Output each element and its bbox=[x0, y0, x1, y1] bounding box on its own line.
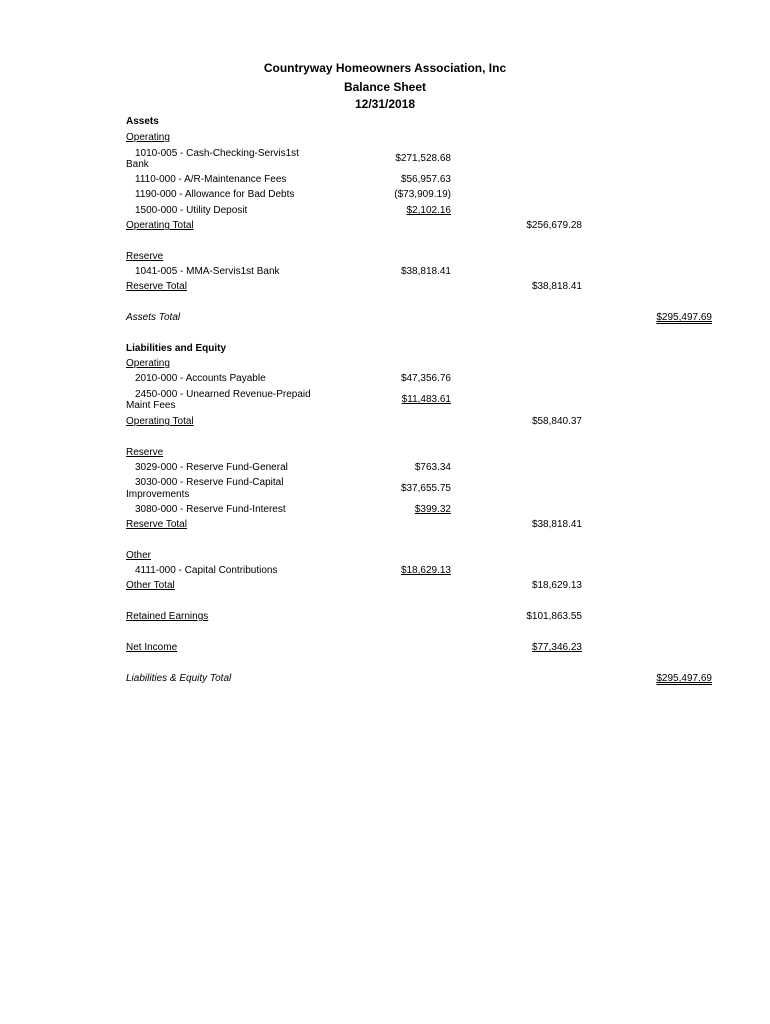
liab-reserve-total: $38,818.41 bbox=[531, 519, 582, 530]
liab-operating-total-label: Operating Total bbox=[126, 416, 194, 427]
assets-operating-total: $256,679.28 bbox=[526, 220, 582, 231]
account-amount: ($73,909.19) bbox=[394, 189, 451, 200]
assets-reserve-total-label: Reserve Total bbox=[126, 281, 187, 292]
liab-operating-label: Operating bbox=[126, 358, 170, 369]
retained-earnings-amount: $101,863.55 bbox=[526, 611, 582, 622]
net-income-value: $77,346.23 bbox=[531, 642, 582, 653]
account-amount-value: $18,629.13 bbox=[400, 565, 451, 576]
account-name: 1010-005 - Cash-Checking-Servis1st bbox=[135, 148, 299, 159]
account-name: 1041-005 - MMA-Servis1st Bank bbox=[135, 266, 280, 277]
report-date: 12/31/2018 bbox=[354, 97, 416, 111]
retained-earnings-label: Retained Earnings bbox=[126, 611, 209, 622]
account-amount: $56,957.63 bbox=[400, 174, 451, 185]
account-name: 3030-000 - Reserve Fund-Capital bbox=[135, 477, 284, 488]
liab-equity-total-label: Liabilities & Equity Total bbox=[126, 673, 232, 684]
account-amount bbox=[331, 504, 451, 516]
assets-operating-total-label: Operating Total bbox=[126, 220, 194, 231]
account-name: 1110-000 - A/R-Maintenance Fees bbox=[135, 174, 287, 185]
account-name: 2450-000 - Unearned Revenue-Prepaid bbox=[135, 389, 311, 400]
liab-equity-total bbox=[592, 673, 712, 685]
assets-reserve-total: $38,818.41 bbox=[531, 281, 582, 292]
account-name: 1190-000 - Allowance for Bad Debts bbox=[135, 189, 295, 200]
assets-total bbox=[592, 312, 712, 324]
account-amount-value: $2,102.16 bbox=[406, 205, 451, 216]
net-income-amount bbox=[462, 642, 582, 654]
liab-reserve-total-label: Reserve Total bbox=[126, 519, 187, 530]
assets-reserve-label: Reserve bbox=[126, 251, 164, 262]
account-name-cont: Improvements bbox=[126, 489, 190, 500]
account-amount bbox=[331, 394, 451, 406]
account-amount: $47,356.76 bbox=[400, 373, 451, 384]
account-amount: $271,528.68 bbox=[395, 153, 451, 164]
assets-operating-label: Operating bbox=[126, 132, 170, 143]
account-name-cont: Bank bbox=[126, 159, 149, 170]
account-amount bbox=[331, 205, 451, 217]
assets-total-label: Assets Total bbox=[126, 312, 181, 323]
liab-reserve-label: Reserve bbox=[126, 447, 164, 458]
org-name: Countryway Homeowners Association, Inc bbox=[263, 61, 507, 75]
account-amount-value: $399.32 bbox=[414, 504, 451, 515]
account-amount bbox=[331, 565, 451, 577]
liab-operating-total: $58,840.37 bbox=[531, 416, 582, 427]
assets-total-value: $295,497.69 bbox=[656, 312, 712, 323]
report-title: Balance Sheet bbox=[343, 80, 427, 94]
account-amount: $38,818.41 bbox=[400, 266, 451, 277]
account-name: 1500-000 - Utility Deposit bbox=[135, 205, 248, 216]
account-name: 3029-000 - Reserve Fund-General bbox=[135, 462, 288, 473]
account-name-cont: Maint Fees bbox=[126, 400, 176, 411]
net-income-label: Net Income bbox=[126, 642, 178, 653]
account-amount-value: $11,483.61 bbox=[401, 394, 451, 405]
liab-other-total-label: Other Total bbox=[126, 580, 175, 591]
account-name: 4111-000 - Capital Contributions bbox=[135, 565, 278, 576]
liabilities-heading: Liabilities and Equity bbox=[126, 343, 227, 354]
liab-other-total: $18,629.13 bbox=[531, 580, 582, 591]
account-amount: $763.34 bbox=[414, 462, 451, 473]
account-amount: $37,655.75 bbox=[400, 483, 451, 494]
account-name: 2010-000 - Accounts Payable bbox=[135, 373, 266, 384]
assets-heading: Assets bbox=[126, 116, 159, 127]
liab-equity-total-value: $295,497.69 bbox=[656, 673, 712, 684]
account-name: 3080-000 - Reserve Fund-Interest bbox=[135, 504, 286, 515]
liab-other-label: Other bbox=[126, 550, 152, 561]
